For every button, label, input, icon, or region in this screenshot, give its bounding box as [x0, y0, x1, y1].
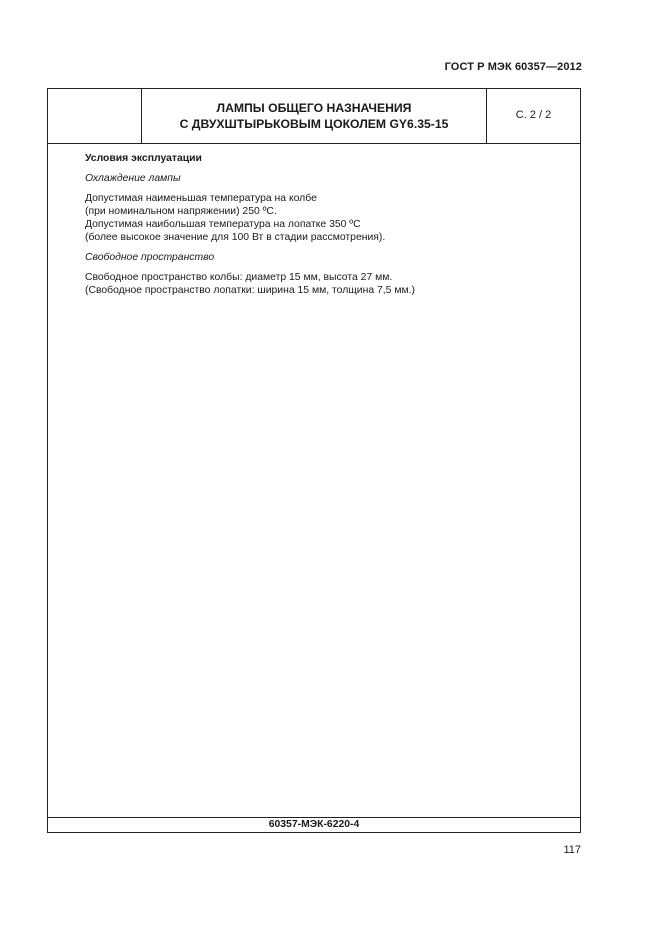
free-space-paragraph — [85, 271, 560, 297]
page-number: 117 — [563, 844, 581, 856]
subsection-free-space-heading: Свободное пространство — [85, 252, 215, 263]
sheet-title-line-1: ЛАМПЫ ОБЩЕГО НАЗНАЧЕНИЯ — [216, 101, 412, 115]
text-line: Допустимая наибольшая температура на лопатке 350 ºС — [85, 219, 361, 230]
text-line: (более высокое значение для 100 Вт в стадии рассмотрения). — [85, 232, 386, 243]
section-heading: Условия эксплуатации — [85, 153, 202, 164]
text-line: Допустимая наименьшая температура на колбе — [85, 193, 317, 204]
sheet-title-line-2: С ДВУХШТЫРЬКОВЫМ ЦОКОЛЕМ GY6.35-15 — [179, 117, 449, 131]
cooling-paragraph — [85, 192, 560, 244]
sheet-code: 60357-МЭК-6220-4 — [48, 817, 580, 832]
text-line: Свободное пространство колбы: диаметр 15 мм, высота 27 мм. — [85, 272, 393, 283]
subsection-cooling-heading: Охлаждение лампы — [85, 173, 181, 184]
text-line: (при номинальном напряжении) 250 ºС. — [85, 206, 277, 217]
sheet-content — [85, 152, 560, 304]
sheet-title — [142, 89, 487, 143]
text-line: (Свободное пространство лопатки: ширина 15 мм, толщина 7,5 мм.) — [85, 285, 415, 296]
header-blank-cell — [48, 89, 142, 143]
data-sheet-frame — [47, 88, 581, 833]
sheet-header — [48, 89, 580, 144]
standard-id: ГОСТ Р МЭК 60357—2012 — [444, 61, 582, 73]
sheet-number: С. 2 / 2 — [515, 109, 552, 121]
